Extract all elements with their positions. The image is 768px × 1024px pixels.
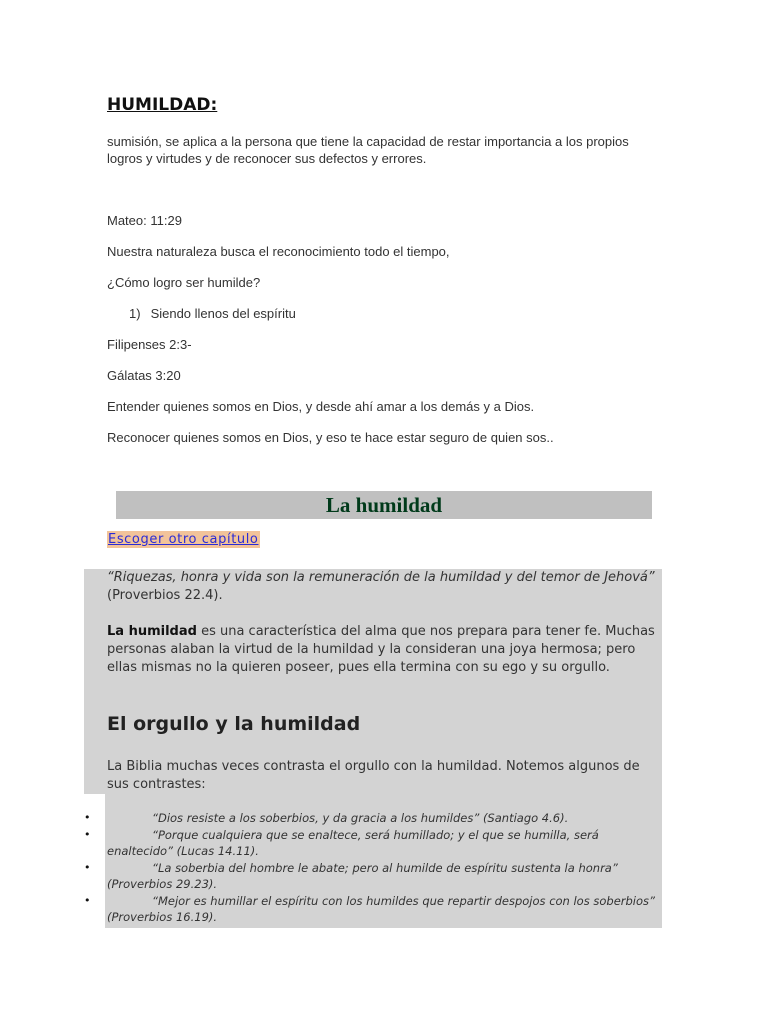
reference-reconocer: Reconocer quienes somos en Dios, y eso te hace estar seguro de quien sos.. <box>107 430 554 445</box>
reference-filipenses: Filipenses 2:3- <box>107 337 192 352</box>
contrast-list <box>84 810 659 926</box>
article-quote <box>107 569 657 605</box>
definition-paragraph: sumisión, se aplica a la persona que tiene la capacidad de restar importancia a los propios logros y virtudes y de reconocer sus defectos y errores. <box>107 134 629 166</box>
choose-chapter-link[interactable]: Escoger otro capítulo <box>108 532 259 547</box>
list-item-text: “Dios resiste a los soberbios, y da gracia a los humildes” (Santiago 4.6). <box>152 811 569 825</box>
bullet-icon: • <box>84 827 91 841</box>
reference-entender: Entender quienes somos en Dios, y desde ahí amar a los demás y a Dios. <box>107 399 535 414</box>
bullet-icon: • <box>84 893 91 907</box>
page-title: HUMILDAD: <box>107 95 218 115</box>
article-title: La humildad <box>325 493 443 517</box>
reference-galatas: Gálatas 3:20 <box>107 368 181 383</box>
numbered-item-text: Siendo llenos del espíritu <box>150 306 296 321</box>
list-item <box>84 827 659 860</box>
list-item-text: “Porque cualquiera que se enaltece, será humillado; y el que se humilla, será enaltecido” (Lucas 14.11). <box>107 827 599 858</box>
article-intro-text: es una característica del alma que nos prepara para tener fe. Muchas personas alaban la virtud de la humildad y la consideran una joya hermosa; pero ellas mismas no la quieren poseer, pues ella termina con su ego y su orgullo. <box>107 624 655 675</box>
list-item <box>84 893 659 926</box>
list-item-text: “Mejor es humillar el espíritu con los humildes que repartir despojos con los soberbios” (Proverbios 16.19). <box>107 893 655 924</box>
list-item-text: “La soberbia del hombre le abate; pero al humilde de espíritu sustenta la honra” (Proverbios 29.23). <box>107 860 618 891</box>
list-item <box>84 860 659 893</box>
note-naturaleza: Nuestra naturaleza busca el reconocimiento todo el tiempo, <box>107 244 450 259</box>
list-item <box>84 810 659 827</box>
bullet-icon: • <box>84 811 91 824</box>
article-title-bar <box>116 491 652 519</box>
note-question: ¿Cómo logro ser humilde? <box>107 275 261 290</box>
note-mateo: Mateo: 11:29 <box>107 213 182 228</box>
bullet-icon: • <box>84 860 91 874</box>
numbered-item <box>129 305 296 322</box>
article-subheading: El orgullo y la humildad <box>107 713 361 735</box>
article-quote-ref: (Proverbios 22.4). <box>107 588 223 603</box>
article-intro-bold: La humildad <box>107 624 197 639</box>
article-quote-text: “Riquezas, honra y vida son la remuneración de la humildad y del temor de Jehová” <box>107 570 655 585</box>
numbered-item-number: 1) <box>129 306 141 321</box>
article-contrast-text: La Biblia muchas veces contrasta el orgullo con la humildad. Notemos algunos de sus contrastes: <box>107 759 640 792</box>
article-intro <box>107 623 657 677</box>
